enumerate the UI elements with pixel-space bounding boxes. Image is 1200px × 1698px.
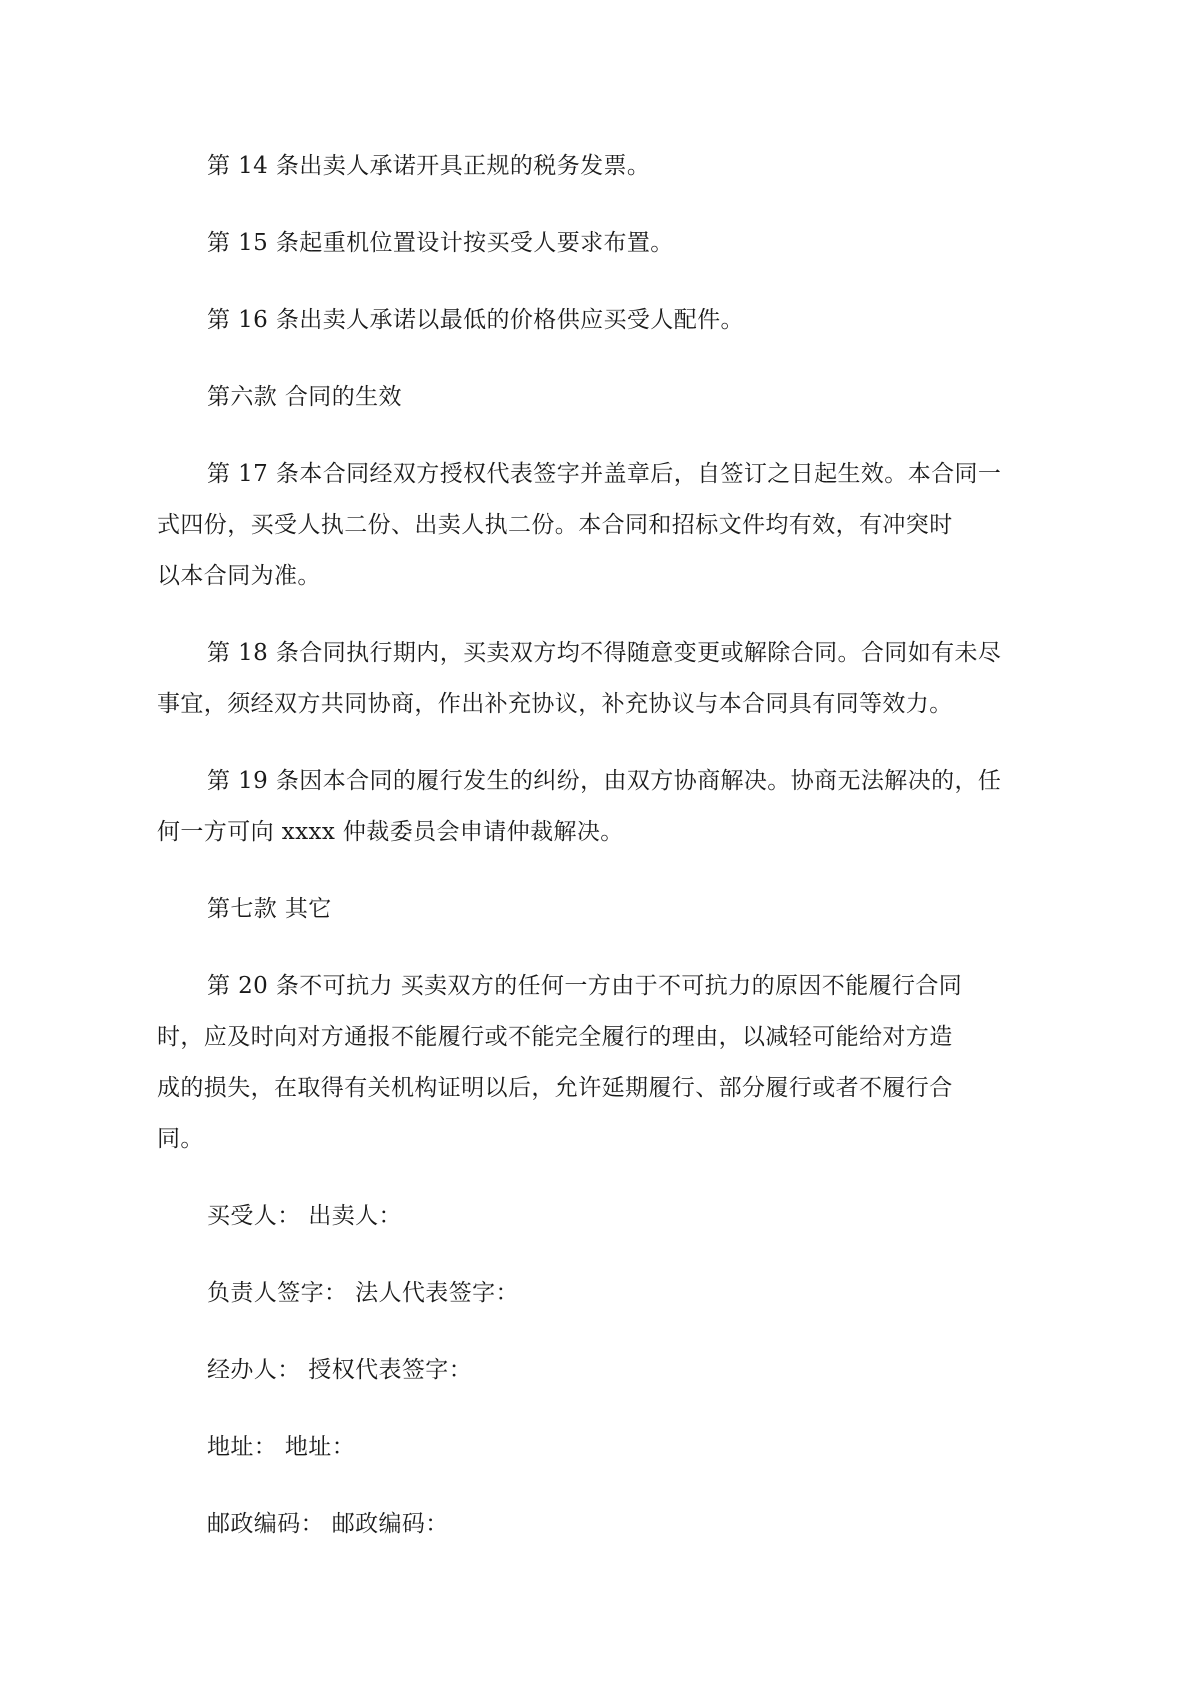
text-line: 第 18 条合同执行期内，买卖双方均不得随意变更或解除合同。合同如有未尽 (207, 640, 1002, 666)
text-line: 第七款 其它 (207, 896, 332, 922)
text-line: 地址： 地址： (207, 1434, 356, 1460)
postal-code-fields (182, 1499, 1022, 1550)
signature-parties (182, 1191, 1022, 1242)
signature-handler (182, 1345, 1022, 1396)
clause-18 (157, 628, 1022, 730)
section-heading-7 (182, 884, 1022, 935)
text-line: 成的损失，在取得有关机构证明以后，允许延期履行、部分履行或者不履行合 (157, 1075, 953, 1101)
text-line: 第 20 条不可抗力 买卖双方的任何一方由于不可抗力的原因不能履行合同 (207, 973, 963, 999)
text-line: 第 16 条出卖人承诺以最低的价格供应买受人配件。 (207, 307, 744, 333)
text-line: 以本合同为准。 (157, 563, 321, 589)
text-line: 第 15 条起重机位置设计按买受人要求布置。 (207, 230, 674, 256)
text-line: 买受人： 出卖人： (207, 1203, 402, 1229)
clause-19 (157, 756, 1022, 858)
text-line: 第 14 条出卖人承诺开具正规的税务发票。 (207, 153, 651, 179)
text-line: 何一方可向 xxxx 仲裁委员会申请仲裁解决。 (157, 819, 624, 845)
text-line: 式四份，买受人执二份、出卖人执二份。本合同和招标文件均有效，有冲突时 (157, 512, 953, 538)
clause-17 (157, 449, 1022, 602)
text-line: 负责人签字： 法人代表签字： (207, 1280, 519, 1306)
clause-15 (182, 218, 1022, 269)
clause-20 (157, 961, 1022, 1165)
text-line: 第六款 合同的生效 (207, 384, 402, 410)
text-line: 时，应及时向对方通报不能履行或不能完全履行的理由，以减轻可能给对方造 (157, 1024, 953, 1050)
text-line: 经办人： 授权代表签字： (207, 1357, 473, 1383)
text-line: 同。 (157, 1126, 204, 1152)
address-fields (182, 1422, 1022, 1473)
document-body (157, 141, 1022, 1576)
signature-responsible (182, 1268, 1022, 1319)
section-heading-6 (182, 372, 1022, 423)
text-line: 事宜，须经双方共同协商，作出补充协议，补充协议与本合同具有同等效力。 (157, 691, 953, 717)
text-line: 第 17 条本合同经双方授权代表签字并盖章后，自签订之日起生效。本合同一 (207, 461, 1002, 487)
text-line: 第 19 条因本合同的履行发生的纠纷，由双方协商解决。协商无法解决的，任 (207, 768, 1002, 794)
clause-14 (182, 141, 1022, 192)
clause-16 (182, 295, 1022, 346)
text-line: 邮政编码： 邮政编码： (207, 1511, 449, 1537)
